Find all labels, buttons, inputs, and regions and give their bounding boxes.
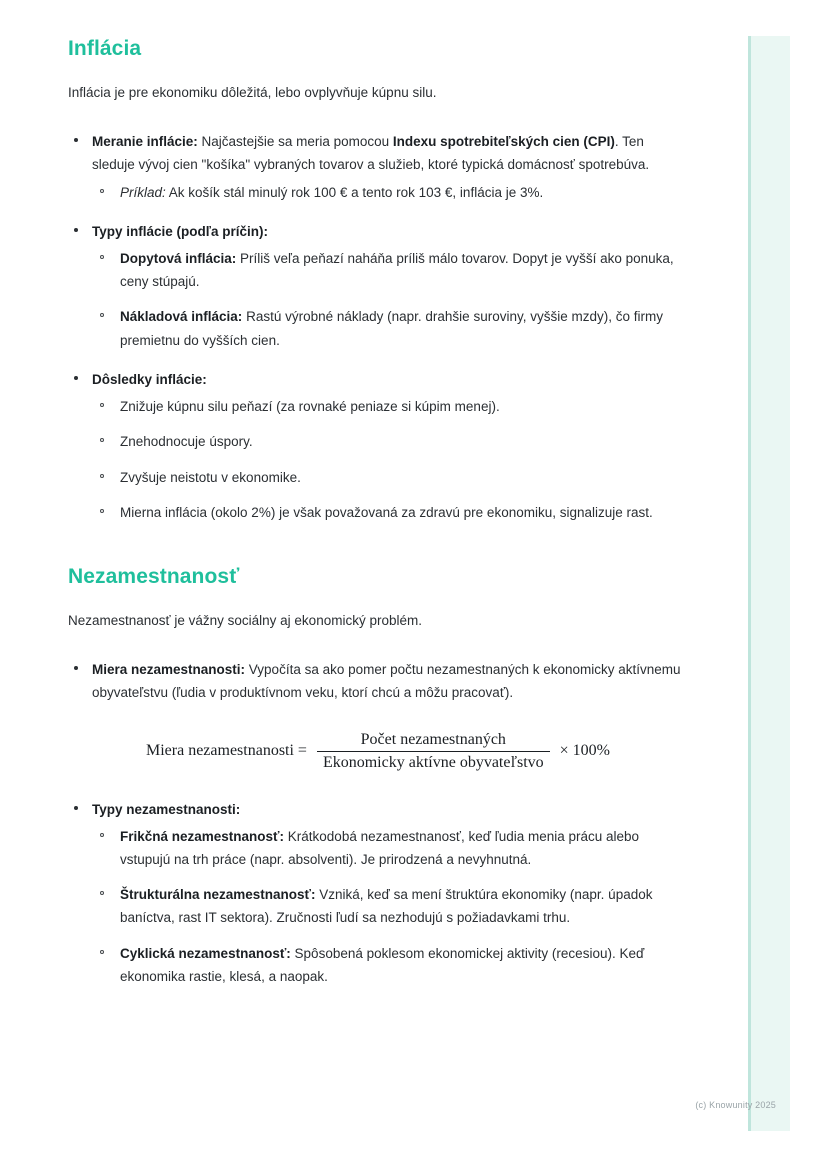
- list-item-bold-mid: Indexu spotrebiteľských cien (CPI): [392, 134, 615, 150]
- list-item: [68, 220, 688, 352]
- list-subitem-text: [120, 305, 688, 351]
- list-subitem-text: [120, 247, 688, 293]
- formula-numerator: Počet nezamestnaných: [360, 730, 506, 748]
- list-item: [68, 658, 688, 704]
- list-subitem: [92, 942, 688, 988]
- formula-block: [68, 731, 688, 772]
- formula-fraction: [317, 731, 550, 772]
- list-item-lead: Miera nezamestnanosti:: [92, 662, 246, 678]
- list-subitem-body: Príliš veľa peňazí naháňa príliš málo tovarov. Dopyt je vyšší ako ponuka, ceny stúpajú.: [120, 250, 674, 290]
- list-item-lead: Typy nezamestnanosti:: [92, 801, 241, 817]
- list-subitem-text: [120, 942, 688, 988]
- list-subitem-text: Znehodnocuje úspory.: [120, 434, 253, 450]
- section-heading-inflacia: Inflácia: [68, 37, 142, 60]
- sub-bullet-list: [92, 181, 688, 204]
- list-subitem-text: Mierna inflácia (okolo 2%) je však považovaná za zdravú pre ekonomiku, signalizuje rast.: [120, 504, 653, 520]
- list-subitem-lead: Cyklická nezamestnanosť:: [120, 945, 291, 961]
- list-subitem-lead: Dopytová inflácia:: [120, 250, 237, 266]
- list-item-body-b: . Ten sleduje vývoj cien "košíka" vybraných tovarov a služieb, ktoré typická domácnosť spotrebúva.: [92, 134, 650, 173]
- list-subitem-lead: Frikčná nezamestnanosť:: [120, 828, 285, 844]
- list-item-lead: Dôsledky inflácie:: [92, 371, 207, 387]
- list-subitem-text: [120, 883, 688, 929]
- formula-left-hand-side: Miera nezamestnanosti =: [145, 742, 307, 759]
- section-heading-nezamestnanost: Nezamestnanosť: [68, 564, 240, 588]
- list-item-text: [92, 220, 688, 243]
- list-item-body-a: Vypočíta sa ako pomer počtu nezamestnaných k ekonomicky aktívnemu obyvateľstvu (ľudia v produktívnom veku, ktorí chcú a môžu pracovať).: [92, 662, 681, 701]
- list-item-text: [92, 798, 688, 821]
- list-subitem-body: Rastú výrobné náklady (napr. drahšie suroviny, vyššie mzdy), čo firmy premietnu do vyšších cien.: [120, 309, 663, 348]
- formula-tail: × 100%: [559, 742, 610, 759]
- bullet-list-nezamestnanost: [68, 658, 688, 704]
- section-intro-inflacia: Inflácia je pre ekonomiku dôležitá, lebo ovplyvňuje kúpnu silu.: [68, 85, 437, 101]
- page-side-accent-strip: [748, 36, 790, 1131]
- list-subitem: [92, 247, 688, 293]
- list-subitem-body: Krátkodobá nezamestnanosť, keď ľudia menia prácu alebo vstupujú na trh práce (napr. absolventi). Je prirodzená a nevyhnutná.: [120, 828, 640, 867]
- list-subitem: [92, 825, 688, 871]
- list-subitem-text: [120, 181, 688, 204]
- list-item-lead: Meranie inflácie:: [92, 134, 198, 150]
- list-subitem-body: Ak košík stál minulý rok 100 € a tento rok 103 €, inflácia je 3%.: [165, 184, 544, 200]
- list-subitem-body: Vzniká, keď sa mení štruktúra ekonomiky (napr. úpadok baníctva, rast IT sektora). Zručnosti ľudí sa nezhodujú s požiadavkami trhu.: [120, 887, 653, 926]
- bullet-list-inflacia: [68, 130, 688, 524]
- sub-bullet-list: [92, 395, 688, 524]
- list-item-text: [92, 658, 688, 704]
- page-footer-copyright: (c) Knowunity 2025: [695, 1100, 776, 1110]
- list-subitem: [92, 466, 688, 489]
- list-subitem: [92, 883, 688, 929]
- list-item: [68, 798, 688, 989]
- list-item-text: [92, 130, 688, 176]
- list-item-text: [92, 368, 688, 391]
- list-subitem-lead: Štrukturálna nezamestnanosť:: [120, 887, 316, 903]
- list-subitem: [92, 430, 688, 453]
- list-subitem-lead-italic: Príklad:: [120, 184, 166, 200]
- list-subitem: [92, 501, 688, 524]
- list-item-body-a: Najčastejšie sa meria pomocou: [197, 134, 393, 150]
- list-subitem: [92, 305, 688, 351]
- list-subitem: [92, 395, 688, 418]
- list-item: [68, 130, 688, 204]
- list-subitem-lead: Nákladová inflácia:: [120, 309, 243, 325]
- list-item-lead: Typy inflácie (podľa príčin):: [92, 223, 268, 239]
- list-subitem: [92, 181, 688, 204]
- list-subitem-text: Zvyšuje neistotu v ekonomike.: [120, 469, 301, 485]
- list-subitem-body: Spôsobená poklesom ekonomickej aktivity (recesiou). Keď ekonomika rastie, klesá, a naopak.: [120, 945, 645, 984]
- sub-bullet-list: [92, 825, 688, 988]
- unemployment-rate-formula: [146, 731, 610, 772]
- list-subitem-text: [120, 825, 688, 871]
- section-intro-nezamestnanost: Nezamestnanosť je vážny sociálny aj ekonomický problém.: [68, 613, 422, 629]
- bullet-list-typy-nezamestnanosti: [68, 798, 688, 989]
- list-subitem-text: Znižuje kúpnu silu peňazí (za rovnaké peniaze si kúpim menej).: [120, 399, 500, 415]
- formula-denominator: Ekonomicky aktívne obyvateľstvo: [317, 751, 550, 772]
- list-item: [68, 368, 688, 524]
- sub-bullet-list: [92, 247, 688, 352]
